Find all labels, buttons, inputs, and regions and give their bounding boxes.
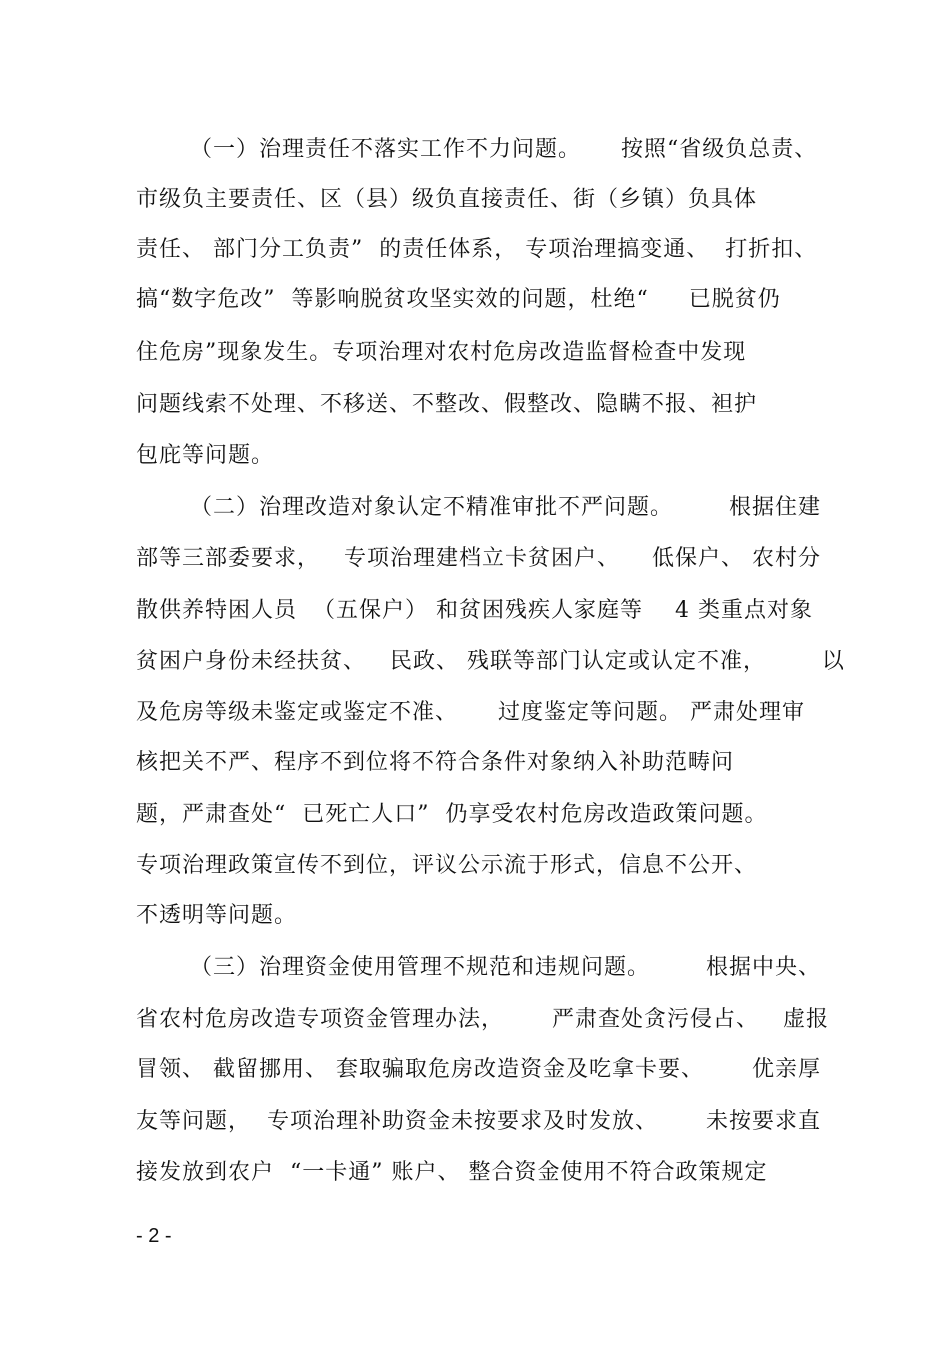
paragraph-3-line-5: 接发放到农户 “一卡通” 账户、 整合资金使用不符合政策规定 [136, 1160, 768, 1185]
paragraph-2-line-5: 及危房等级未鉴定或鉴定不准、 过度鉴定等问题。 严肃处理审 [136, 700, 805, 725]
paragraph-2-line-3: 散供养特困人员 （五保户） 和贫困残疾人家庭等 4 类重点对象 [136, 598, 813, 623]
paragraph-3-line-2: 省农村危房改造专项资金管理办法， 严肃查处贪污侵占、 虚报 [136, 1007, 829, 1032]
paragraph-1-line-1: （一）治理责任不落实工作不力问题。 按照“省级负总责、 [190, 137, 818, 162]
paragraph-1-line-3: 责任、 部门分工负责” 的责任体系， 专项治理搞变通、 打折扣、 [136, 237, 818, 262]
paragraph-1-line-6: 问题线索不处理、不移送、不整改、假整改、隐瞒不报、袒护 [136, 392, 758, 417]
paragraph-3-line-3: 冒领、 截留挪用、 套取骗取危房改造资金及吃拿卡要、 优亲厚 [136, 1057, 821, 1082]
paragraph-2-line-2: 部等三部委要求， 专项治理建档立卡贫困户、 低保户、 农村分 [136, 546, 821, 571]
paragraph-2-line-4: 贫困户身份未经扶贫、 民政、 残联等部门认定或认定不准， 以 [136, 649, 845, 674]
paragraph-1-line-7: 包庇等问题。 [136, 443, 275, 468]
paragraph-3-line-4: 友等问题， 专项治理补助资金未按要求及时发放、 未按要求直 [136, 1109, 821, 1134]
paragraph-2-line-7: 题，严肃查处“ 已死亡人口” 仍享受农村危房改造政策问题。 [136, 802, 768, 827]
paragraph-1-line-5: 住危房”现象发生。专项治理对农村危房改造监督检查中发现 [136, 340, 747, 365]
paragraph-2-line-8: 专项治理政策宣传不到位，评议公示流于形式，信息不公开、 [136, 853, 758, 878]
page-number: - 2 - [136, 1225, 172, 1247]
paragraph-2-line-6: 核把关不严、程序不到位将不符合条件对象纳入补助范畴问 [136, 750, 735, 775]
paragraph-2-line-9: 不透明等问题。 [136, 903, 298, 928]
paragraph-3-line-1: （三）治理资金使用管理不规范和违规问题。 根据中央、 [190, 955, 821, 980]
paragraph-1-line-4: 搞“数字危改” 等影响脱贫攻坚实效的问题，杜绝“ 已脱贫仍 [136, 287, 781, 312]
paragraph-1-line-2: 市级负主要责任、区（县）级负直接责任、街（乡镇）负具体 [136, 187, 758, 212]
paragraph-2-line-1: （二）治理改造对象认定不精准审批不严问题。 根据住建 [190, 495, 821, 520]
